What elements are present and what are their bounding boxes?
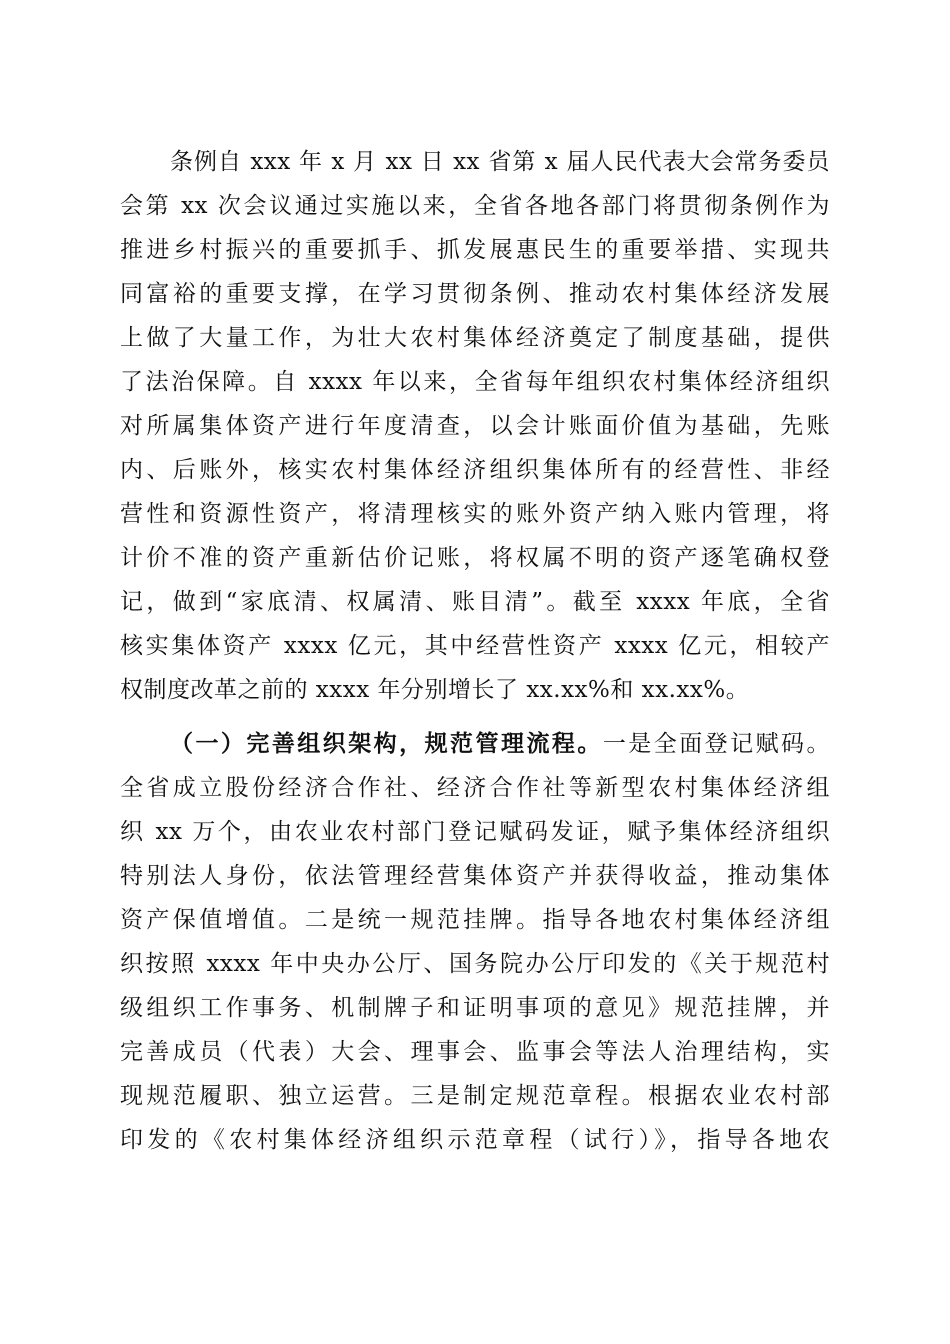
text-line: 了法治保障。自 xxxx 年以来，全省每年组织农村集体经济组织 bbox=[120, 369, 830, 395]
text-line: 资产保值增值。二是统一规范挂牌。指导各地农村集体经济组 bbox=[120, 907, 830, 933]
text-line: 内、后账外，核实农村集体经济组织集体所有的经营性、非经 bbox=[120, 457, 830, 483]
text-line: 权制度改革之前的 xxxx 年分别增长了 xx.xx%和 xx.xx%。 bbox=[120, 677, 750, 703]
text-line: 核实集体资产 xxxx 亿元，其中经营性资产 xxxx 亿元，相较产 bbox=[120, 633, 830, 659]
text-line: 织按照 xxxx 年中央办公厅、国务院办公厅印发的《关于规范村 bbox=[120, 951, 830, 977]
text-line: 印发的《农村集体经济组织示范章程（试行）》，指导各地农 bbox=[120, 1127, 830, 1153]
text-line: 条例自 xxx 年 x 月 xx 日 xx 省第 x 届人民代表大会常务委员 bbox=[170, 149, 830, 175]
section-heading: （一）完善组织架构，规范管理流程。 bbox=[170, 730, 603, 757]
text-line: 完善成员（代表）大会、理事会、监事会等法人治理结构，实 bbox=[120, 1039, 830, 1065]
text-line: 会第 xx 次会议通过实施以来，全省各地各部门将贯彻条例作为 bbox=[120, 193, 830, 219]
text-line-with-heading bbox=[120, 722, 830, 766]
heading-line-rest: 一是全面登记赋码。 bbox=[602, 731, 831, 757]
text-line: 级组织工作事务、机制牌子和证明事项的意见》规范挂牌，并 bbox=[120, 995, 830, 1021]
text-line: 记，做到“家底清、权属清、账目清”。截至 xxxx 年底，全省 bbox=[120, 589, 830, 615]
text-line: 现规范履职、独立运营。三是制定规范章程。根据农业农村部 bbox=[120, 1083, 830, 1109]
text-line: 计价不准的资产重新估价记账，将权属不明的资产逐笔确权登 bbox=[120, 545, 830, 571]
text-line: 上做了大量工作，为壮大农村集体经济奠定了制度基础，提供 bbox=[120, 325, 830, 351]
text-line: 对所属集体资产进行年度清查，以会计账面价值为基础，先账 bbox=[120, 413, 830, 439]
text-line: 织 xx 万个，由农业农村部门登记赋码发证，赋予集体经济组织 bbox=[120, 819, 830, 845]
paragraph-1 bbox=[120, 140, 830, 712]
text-line: 推进乡村振兴的重要抓手、抓发展惠民生的重要举措、实现共 bbox=[120, 237, 830, 263]
text-line: 营性和资源性资产，将清理核实的账外资产纳入账内管理，将 bbox=[120, 501, 830, 527]
paragraph-2 bbox=[120, 722, 830, 1162]
text-line: 全省成立股份经济合作社、经济合作社等新型农村集体经济组 bbox=[120, 775, 830, 801]
text-line: 同富裕的重要支撑，在学习贯彻条例、推动农村集体经济发展 bbox=[120, 281, 830, 307]
text-line: 特别法人身份，依法管理经营集体资产并获得收益，推动集体 bbox=[120, 863, 830, 889]
